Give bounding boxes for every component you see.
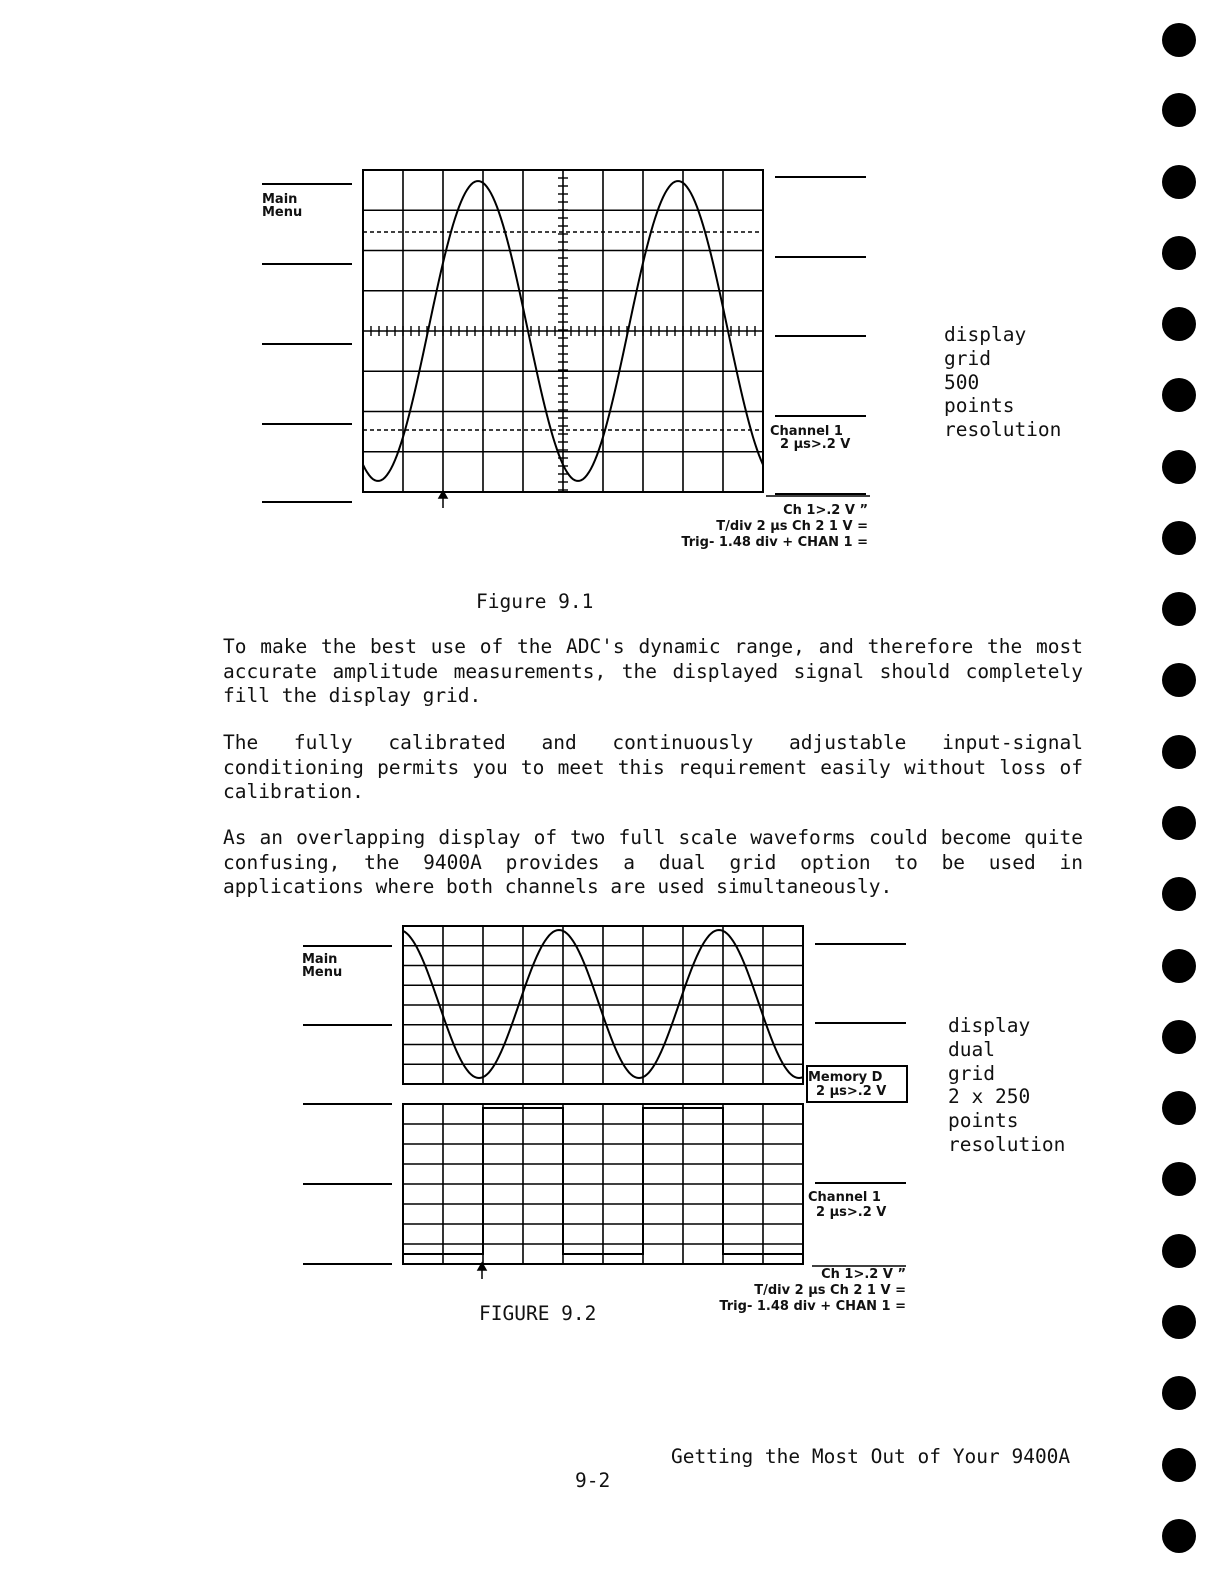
binder-hole	[1162, 1162, 1196, 1196]
binder-hole	[1162, 1448, 1196, 1482]
channel-1-label	[808, 1190, 886, 1220]
side-annotation-line: resolution	[944, 418, 1062, 442]
upper-grid-lines	[403, 926, 803, 1084]
binder-hole	[1162, 1020, 1196, 1054]
binder-hole	[1162, 521, 1196, 555]
running-title: Getting the Most Out of Your 9400A	[671, 1445, 1071, 1468]
status-line-1: Ch 1>.2 V ”	[783, 503, 868, 518]
binder-hole	[1162, 949, 1196, 983]
menu-label-line-1: Main	[262, 192, 298, 207]
binder-hole	[1162, 1234, 1196, 1268]
side-annotation-line: points	[944, 394, 1015, 418]
side-annotation-line: dual	[948, 1037, 995, 1061]
channel-scale: 2 µs>.2 V	[816, 1205, 887, 1220]
channel-scale: 2 µs>.2 V	[780, 437, 851, 452]
memory-name: Memory D	[808, 1070, 883, 1085]
side-annotation-line: grid	[948, 1061, 995, 1085]
binder-hole	[1162, 307, 1196, 341]
menu-label-line-1: Main	[302, 952, 338, 967]
binder-hole	[1162, 236, 1196, 270]
paragraph-3: As an overlapping display of two full scale waveforms could become quite confusing, the 9400A provides a dual grid option to be used in applications where both channels are used simultaneously.	[223, 826, 1083, 898]
side-annotation-line: display	[948, 1014, 1031, 1037]
memory-d-label	[808, 1071, 886, 1099]
binder-hole	[1162, 592, 1196, 626]
paragraph-2: The fully calibrated and continuously adjustable input-signal conditioning permits you to meet this requirement easily without loss of calibration.	[223, 731, 1083, 803]
channel-name: Channel 1	[808, 1190, 881, 1205]
menu-label-line-2: Menu	[262, 205, 303, 220]
side-annotation-line: grid	[944, 346, 991, 370]
binder-hole	[1162, 378, 1196, 412]
binder-hole	[1162, 1519, 1196, 1553]
menu-label-line-2: Menu	[302, 965, 343, 980]
main-menu-label[interactable]	[302, 953, 342, 979]
binder-hole	[1162, 1376, 1196, 1410]
binder-hole	[1162, 1305, 1196, 1339]
status-line-3: Trig- 1.48 div + CHAN 1 =	[719, 1299, 906, 1314]
side-annotation-line: display	[944, 323, 1027, 346]
status-line-2: T/div 2 µs Ch 2 1 V =	[754, 1283, 906, 1298]
binder-hole	[1162, 450, 1196, 484]
binder-hole	[1162, 663, 1196, 697]
figure-caption: Figure 9.1	[476, 590, 594, 613]
status-line-1: Ch 1>.2 V ”	[821, 1267, 906, 1282]
binder-hole	[1162, 1091, 1196, 1125]
side-annotation-line: resolution	[948, 1132, 1066, 1156]
channel-name: Channel 1	[770, 424, 843, 439]
memory-scale: 2 µs>.2 V	[816, 1084, 887, 1099]
paragraph-1: To make the best use of the ADC's dynamic range, and therefore the most accurate amplitude measurements, the displayed signal should completely fill the display grid.	[223, 635, 1083, 707]
binder-hole	[1162, 23, 1196, 57]
page-number: 9-2	[575, 1469, 611, 1492]
binder-hole	[1162, 165, 1196, 199]
status-readout	[648, 1267, 906, 1315]
figure-caption: FIGURE 9.2	[479, 1302, 597, 1325]
status-line-2: T/div 2 µs Ch 2 1 V =	[716, 519, 868, 534]
trigger-arrow	[478, 1263, 486, 1279]
side-annotation-2	[948, 1014, 1065, 1157]
binder-hole	[1162, 735, 1196, 769]
lower-grid-lines	[403, 1104, 803, 1264]
side-annotation-line: 500	[944, 370, 980, 394]
binder-hole	[1162, 806, 1196, 840]
binder-hole	[1162, 877, 1196, 911]
side-annotation-line: points	[948, 1109, 1019, 1133]
binder-hole	[1162, 93, 1196, 127]
status-line-3: Trig- 1.48 div + CHAN 1 =	[681, 535, 868, 550]
side-annotation-line: 2 x 250	[948, 1085, 1031, 1109]
